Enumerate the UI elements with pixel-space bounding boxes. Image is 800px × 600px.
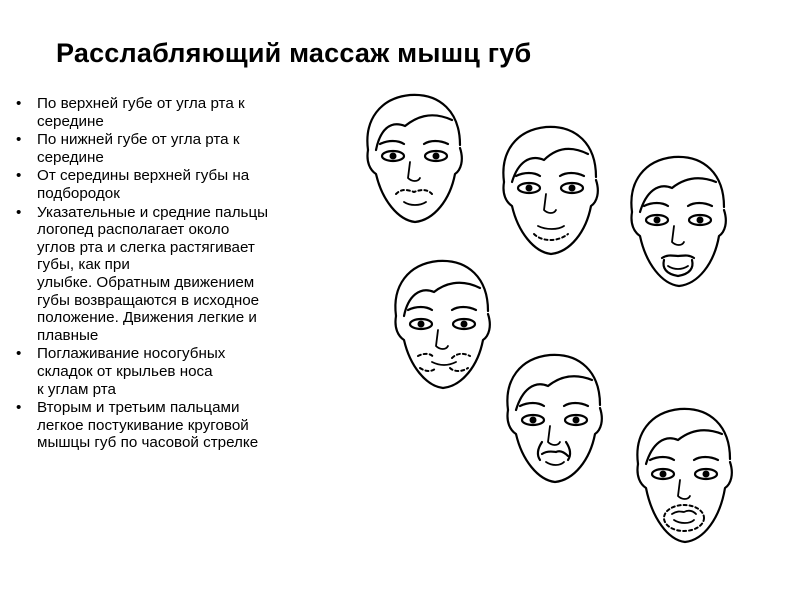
face-illustration-chin [624,152,734,294]
list-item [14,204,354,345]
list-item [14,345,354,398]
list-item-text: Вторым и третьим пальцами легкое постукивание круговой мышцы губ по часовой стрелке [37,399,259,452]
face-illustration-upper-lip [360,90,470,230]
list-item-text: От середины верхней губы на подбородок [37,167,250,202]
face-illustration-smile-stretch [388,256,500,396]
slide-title: Расслабляющий массаж мышц губ [56,38,532,68]
list-item-text: По нижней губе от угла рта к середине [37,131,240,166]
face-illustration-nasolabial [500,350,610,490]
list-item [14,95,354,130]
list-item-text: По верхней губе от угла рта к середине [37,95,245,130]
list-item [14,131,354,166]
list-item [14,167,354,202]
face-illustration-lower-lip [496,122,606,262]
instruction-list [14,95,354,453]
list-item-text: Поглаживание носогубных складок от крыльев носа к углам рта [37,345,226,398]
face-illustration-circular-tapping [630,404,740,550]
list-item [14,399,354,452]
list-item-text: Указательные и средние пальцы логопед располагает около углов рта и слегка растягивает губы, как при улыбке. Обратным движением губы возвращаются в исходное положение. Движения легкие и плавные [37,203,269,344]
